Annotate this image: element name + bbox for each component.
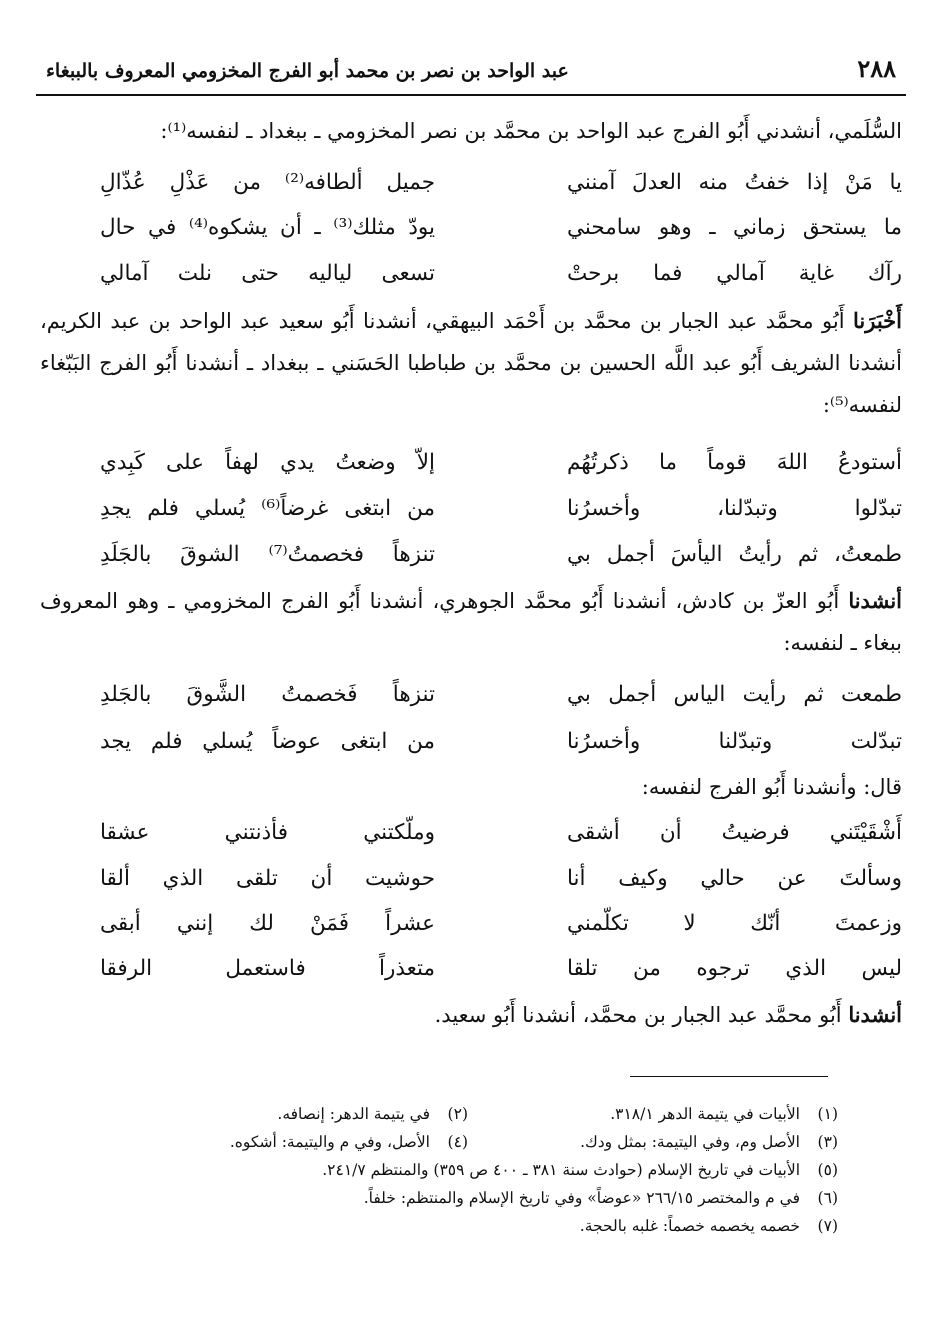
- footnote-2: [98, 1100, 468, 1128]
- footnote-number: (٤): [447, 1133, 468, 1151]
- footnote-7: [580, 1212, 838, 1240]
- first-hemistich: تبدّلت وتبدّلنا وأخسرُنا: [567, 729, 902, 754]
- paragraph-1: السُّلَمي، أنشدني أَبُو الفرج عبد الواحد بن محمَّد بن نصر المخزومي ـ ببغداد ـ لنفسه⁽¹⁾:: [160, 119, 902, 143]
- second-hemistich: جميل ألطافه⁽²⁾ من عَذْلِ عُذّالِ: [100, 170, 435, 195]
- first-hemistich: يا مَنْ إذا خفتُ منه العدلَ آمنني: [567, 170, 902, 195]
- second-hemistich: متعذراً فاستعمل الرفقا: [100, 956, 435, 981]
- paragraph-text: أَبُو محمَّد عبد الجبار بن محمَّد، أنشدنا أَبُو سعيد.: [434, 1003, 849, 1027]
- second-hemistich: تسعى لياليه حتى نلت آمالي: [100, 261, 435, 286]
- second-hemistich: يودّ مثلك⁽³⁾ ـ أن يشكوه⁽⁴⁾ في حال: [100, 215, 436, 240]
- paragraph-3: [40, 580, 902, 664]
- verse-line: [40, 488, 902, 530]
- footnote-text: الأبيات في تاريخ الإسلام (حوادث سنة ٣٨١ ـ ٤٠٠ ص ٣٥٩) والمنتظم ٢٤١/٧.: [322, 1161, 800, 1179]
- verse-line: [40, 721, 902, 763]
- second-hemistich: من ابتغى غرضاً⁽⁶⁾ يُسلي فلم يجدِ: [100, 496, 435, 521]
- first-hemistich: طمعت ثم رأيت الياس أجمل بي: [567, 682, 902, 707]
- isnad-keyword: أنشدنا: [848, 588, 902, 613]
- first-hemistich: تبدّلوا وتبدّلنا، وأخسرُنا: [567, 496, 902, 521]
- first-hemistich: طمعتُ، ثم رأيتُ اليأسَ أجمل بي: [567, 542, 902, 567]
- verse-line: [40, 162, 902, 204]
- footnote-number: (٧): [817, 1217, 838, 1235]
- paragraph-2: [40, 300, 902, 426]
- footnote-text: الأصل، وفي م واليتيمة: أشكوه.: [229, 1133, 430, 1151]
- second-hemistich: تنزهاً فخصمتُ⁽⁷⁾ الشوقَ بالجَلَدِ: [100, 542, 435, 567]
- page-header: [36, 50, 906, 96]
- footnote-3: [468, 1128, 838, 1156]
- paragraph-text: أَبُو العزّ بن كادش، أنشدنا أَبُو محمَّد الجوهري، أنشدنا أَبُو الفرج المخزومي ـ وهو المعروف ببغاء ـ لنفسه:: [40, 589, 902, 655]
- running-title: عبد الواحد بن نصر بن محمد أبو الفرج المخزومي المعروف بالببغاء: [46, 60, 569, 82]
- footnote-text: في يتيمة الدهر: إنصافه.: [277, 1105, 430, 1123]
- second-hemistich: حوشيت أن تلقى الذي ألقا: [100, 866, 435, 891]
- verse-line: [40, 207, 902, 249]
- first-hemistich: رآك غاية آمالي فما برحتْ: [567, 261, 902, 286]
- second-hemistich: تنزهاً فَخصمتُ الشَّوقَ بالجَلدِ: [100, 682, 435, 707]
- verse-line: [40, 903, 902, 945]
- footnote-text: في م والمختصر ٢٦٦/١٥ «عوضاً» وفي تاريخ الإسلام والمنتظم: خلفاً.: [363, 1189, 800, 1207]
- verse-line: [40, 812, 902, 854]
- isnad-keyword: أنشدنا: [848, 1002, 902, 1027]
- second-hemistich: إلاّ وضعتُ يدي لهفاً على كَبِدي: [100, 450, 435, 475]
- verse-line: [40, 858, 902, 900]
- first-hemistich: أستودعُ اللهَ قوماً ما ذكرتُهُم: [567, 450, 902, 475]
- paragraph-text: أَبُو محمَّد عبد الجبار بن محمَّد بن أَحْمَد البيهقي، أنشدنا أَبُو سعيد عبد الواحد بن عبد الكريم، أنشدنا الشريف أَبُو عبد اللَّه الحسين بن محمَّد بن طباطبا الحَسَني ـ ببغداد ـ أنشدنا أَبُو الفرج البَبّغاء لنفسه⁽⁵⁾:: [40, 309, 902, 417]
- verse-line: [40, 948, 902, 990]
- footnote-1: [468, 1100, 838, 1128]
- footnote-5: [322, 1156, 838, 1184]
- first-hemistich: وسألتَ عن حالي وكيف أنا: [567, 866, 902, 891]
- second-hemistich: عشراً فَمَنْ لك إنني أبقى: [100, 911, 435, 936]
- first-hemistich: أَشْقَيْتَني فرضيتُ أن أشقى: [567, 820, 902, 845]
- paragraph-4: قال: وأنشدنا أَبُو الفرج لنفسه:: [641, 775, 902, 799]
- page-number: ٢٨٨: [857, 54, 896, 83]
- verse-line: [40, 442, 902, 484]
- footnote-text: الأصل وم، وفي اليتيمة: بمثل ودك.: [580, 1133, 800, 1151]
- footnote-number: (٦): [817, 1189, 838, 1207]
- verse-line: [40, 534, 902, 576]
- verse-line: [40, 253, 902, 295]
- footnote-text: خصمه يخصمه خصماً: غلبه بالحجة.: [579, 1217, 800, 1235]
- footnote-number: (٣): [817, 1133, 838, 1151]
- footnote-4: [98, 1128, 468, 1156]
- footnote-text: الأبيات في يتيمة الدهر ٣١٨/١.: [610, 1105, 800, 1123]
- isnad-keyword: أَخْبَرَنا: [853, 308, 902, 333]
- paragraph-5: [40, 994, 902, 1036]
- first-hemistich: وزعمتَ أنّك لا تكلّمني: [567, 911, 902, 936]
- second-hemistich: من ابتغى عوضاً يُسلي فلم يجد: [100, 729, 435, 754]
- verse-line: [40, 674, 902, 716]
- footnote-6: [364, 1184, 838, 1212]
- header-rule: [36, 94, 906, 96]
- footnote-number: (٢): [447, 1105, 468, 1123]
- footnote-number: (٥): [817, 1161, 838, 1179]
- footnote-number: (١): [817, 1105, 838, 1123]
- first-hemistich: ما يستحق زماني ـ وهو سامحني: [567, 215, 902, 240]
- first-hemistich: ليس الذي ترجوه من تلقا: [567, 956, 902, 981]
- footnote-rule: [630, 1076, 828, 1077]
- second-hemistich: وملّكتني فأذنتني عشقا: [100, 820, 435, 845]
